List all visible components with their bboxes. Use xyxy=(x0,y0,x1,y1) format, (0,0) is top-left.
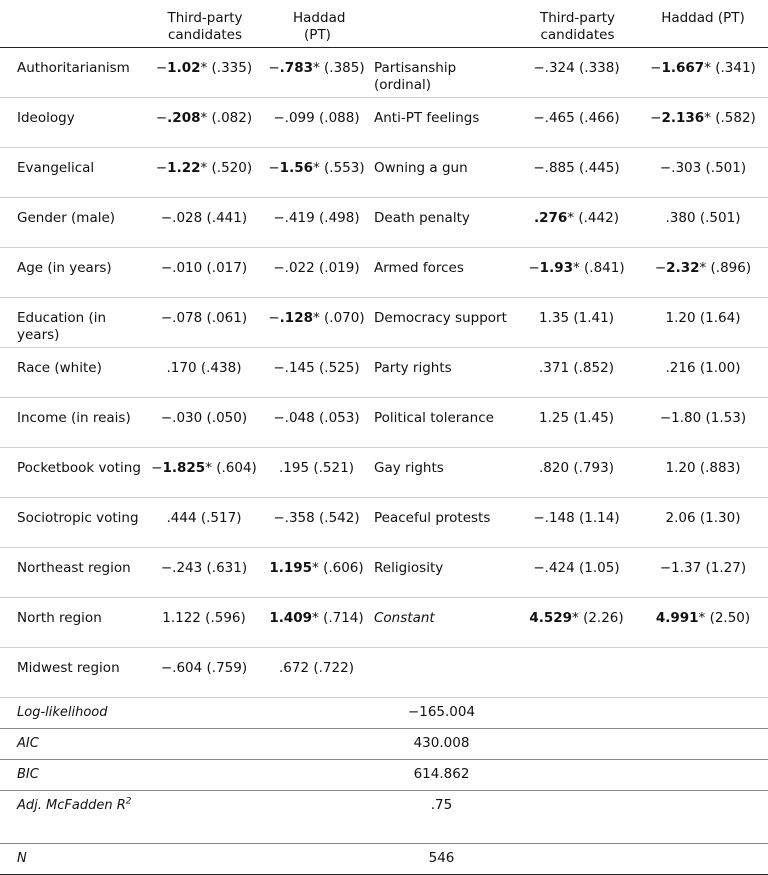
cell-haddad-left: −.128* (.070) xyxy=(265,298,370,348)
cell-haddad-left: −.783* (.385) xyxy=(265,48,370,98)
row-label-right: Owning a gun xyxy=(370,148,515,198)
coefficient-rows xyxy=(0,48,768,698)
fit-value: 546 xyxy=(370,844,515,875)
fit-value: −165.004 xyxy=(370,698,515,729)
fit-statistics xyxy=(0,698,768,875)
cell-third-party-right: −1.93* (.841) xyxy=(515,248,640,298)
fit-row xyxy=(0,844,768,875)
row-label-right: Religiosity xyxy=(370,548,515,598)
cell-haddad-right: 1.20 (1.64) xyxy=(640,298,768,348)
cell-haddad-right: −2.32* (.896) xyxy=(640,248,768,298)
table-row xyxy=(0,48,768,98)
row-label-right: Constant xyxy=(370,598,515,648)
cell-third-party-right: −.885 (.445) xyxy=(515,148,640,198)
cell-third-party-right: 4.529* (2.26) xyxy=(515,598,640,648)
cell-haddad-left: −.145 (.525) xyxy=(265,348,370,398)
row-label-right: Armed forces xyxy=(370,248,515,298)
cell-haddad-left: −.022 (.019) xyxy=(265,248,370,298)
cell-haddad-right: −1.80 (1.53) xyxy=(640,398,768,448)
cell-haddad-right: −2.136* (.582) xyxy=(640,98,768,148)
cell-third-party-right: .820 (.793) xyxy=(515,448,640,498)
cell-third-party-left: −.030 (.050) xyxy=(145,398,265,448)
cell-third-party-right: 1.25 (1.45) xyxy=(515,398,640,448)
cell-haddad-left: −1.56* (.553) xyxy=(265,148,370,198)
cell-haddad-right xyxy=(640,648,768,698)
cell-third-party-left: −.028 (.441) xyxy=(145,198,265,248)
fit-label: N xyxy=(0,844,145,875)
cell-third-party-right: −.324 (.338) xyxy=(515,48,640,98)
row-label-left: Sociotropic voting xyxy=(0,498,145,548)
cell-haddad-right: −.303 (.501) xyxy=(640,148,768,198)
cell-third-party-right xyxy=(515,648,640,698)
row-label-right: Peaceful protests xyxy=(370,498,515,548)
row-label-right: Partisanship (ordinal) xyxy=(370,48,515,98)
cell-third-party-left: −.078 (.061) xyxy=(145,298,265,348)
fit-label: BIC xyxy=(0,760,145,791)
fit-row xyxy=(0,760,768,791)
fit-label: Log-likelihood xyxy=(0,698,145,729)
cell-third-party-left: −.010 (.017) xyxy=(145,248,265,298)
fit-label: AIC xyxy=(0,729,145,760)
row-label-right: Anti-PT feelings xyxy=(370,98,515,148)
cell-third-party-left: −1.22* (.520) xyxy=(145,148,265,198)
table-row xyxy=(0,448,768,498)
cell-third-party-left: .444 (.517) xyxy=(145,498,265,548)
row-label-right: Death penalty xyxy=(370,198,515,248)
table-row xyxy=(0,648,768,698)
row-label-right xyxy=(370,648,515,698)
row-label-left: Midwest region xyxy=(0,648,145,698)
cell-haddad-right: 2.06 (1.30) xyxy=(640,498,768,548)
cell-third-party-right: 1.35 (1.41) xyxy=(515,298,640,348)
fit-row xyxy=(0,729,768,760)
header-haddad-right: Haddad (PT) xyxy=(640,0,768,48)
table-row xyxy=(0,498,768,548)
row-label-left: Authoritarianism xyxy=(0,48,145,98)
fit-value: 430.008 xyxy=(370,729,515,760)
cell-third-party-left: .170 (.438) xyxy=(145,348,265,398)
row-label-right: Party rights xyxy=(370,348,515,398)
table-header xyxy=(0,0,768,48)
row-label-right: Gay rights xyxy=(370,448,515,498)
cell-haddad-left: 1.409* (.714) xyxy=(265,598,370,648)
cell-third-party-left: −.604 (.759) xyxy=(145,648,265,698)
row-label-left: Race (white) xyxy=(0,348,145,398)
cell-haddad-left: −.358 (.542) xyxy=(265,498,370,548)
cell-third-party-right: −.465 (.466) xyxy=(515,98,640,148)
fit-row xyxy=(0,698,768,729)
table-row xyxy=(0,98,768,148)
cell-haddad-left: 1.195* (.606) xyxy=(265,548,370,598)
row-label-left: Income (in reais) xyxy=(0,398,145,448)
table-row xyxy=(0,198,768,248)
table-row xyxy=(0,148,768,198)
cell-haddad-right: .380 (.501) xyxy=(640,198,768,248)
cell-third-party-left: −.243 (.631) xyxy=(145,548,265,598)
row-label-left: Ideology xyxy=(0,98,145,148)
table-row xyxy=(0,298,768,348)
header-haddad: Haddad (PT) xyxy=(265,0,370,48)
fit-label: Adj. McFadden $R^2$ xyxy=(0,791,145,844)
header-third-party-right: Third-party candidates xyxy=(515,0,640,48)
cell-haddad-left: .195 (.521) xyxy=(265,448,370,498)
cell-third-party-right: −.424 (1.05) xyxy=(515,548,640,598)
table-row xyxy=(0,348,768,398)
cell-third-party-left: −1.02* (.335) xyxy=(145,48,265,98)
cell-third-party-right: −.148 (1.14) xyxy=(515,498,640,548)
row-label-left: Northeast region xyxy=(0,548,145,598)
row-label-left: North region xyxy=(0,598,145,648)
row-label-left: Evangelical xyxy=(0,148,145,198)
table-row xyxy=(0,398,768,448)
row-label-right: Political tolerance xyxy=(370,398,515,448)
cell-haddad-right: −1.667* (.341) xyxy=(640,48,768,98)
cell-haddad-left: .672 (.722) xyxy=(265,648,370,698)
fit-row xyxy=(0,791,768,844)
cell-haddad-right: 4.991* (2.50) xyxy=(640,598,768,648)
cell-haddad-right: .216 (1.00) xyxy=(640,348,768,398)
cell-third-party-left: −.208* (.082) xyxy=(145,98,265,148)
row-label-left: Education (in years) xyxy=(0,298,145,348)
cell-haddad-left: −.048 (.053) xyxy=(265,398,370,448)
table-row xyxy=(0,598,768,648)
row-label-right: Democracy support xyxy=(370,298,515,348)
cell-haddad-right: −1.37 (1.27) xyxy=(640,548,768,598)
header-third-party: Third-party candidates xyxy=(145,0,265,48)
row-label-left: Pocketbook voting xyxy=(0,448,145,498)
row-label-left: Age (in years) xyxy=(0,248,145,298)
cell-third-party-left: −1.825* (.604) xyxy=(145,448,265,498)
table-row xyxy=(0,248,768,298)
cell-haddad-right: 1.20 (.883) xyxy=(640,448,768,498)
row-label-left: Gender (male) xyxy=(0,198,145,248)
cell-haddad-left: −.099 (.088) xyxy=(265,98,370,148)
table-row xyxy=(0,548,768,598)
cell-haddad-left: −.419 (.498) xyxy=(265,198,370,248)
cell-third-party-left: 1.122 (.596) xyxy=(145,598,265,648)
cell-third-party-right: .276* (.442) xyxy=(515,198,640,248)
fit-value: .75 xyxy=(370,791,515,844)
fit-value: 614.862 xyxy=(370,760,515,791)
cell-third-party-right: .371 (.852) xyxy=(515,348,640,398)
